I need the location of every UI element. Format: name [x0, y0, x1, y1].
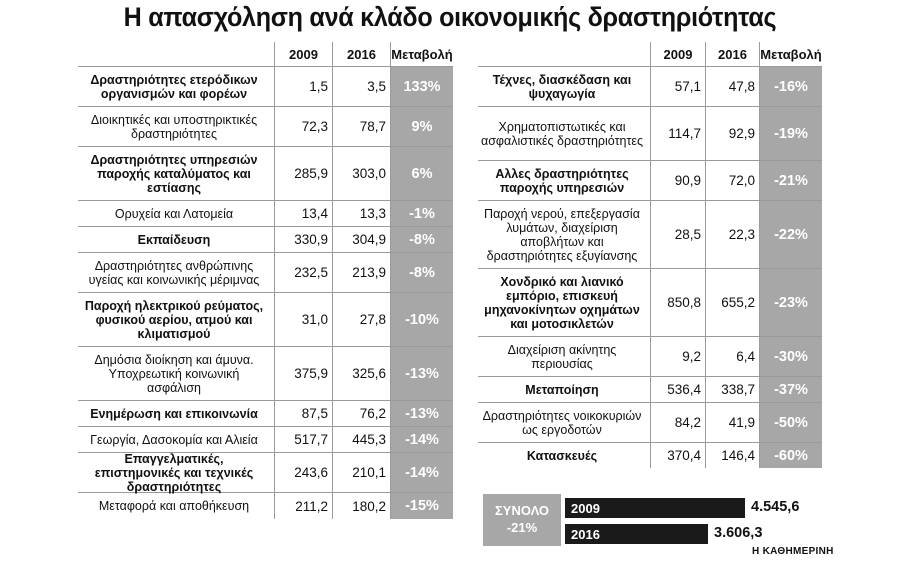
table-row: [478, 402, 822, 442]
row-label: Διοικητικές και υποστηρικτικές δραστηριότητες: [90, 112, 258, 141]
table-row: [78, 66, 453, 106]
value-2009: 285,9: [274, 147, 332, 200]
value-2016: 76,2: [332, 401, 390, 426]
row-label: Αλλες δραστηριότητες παροχής υπηρεσιών: [495, 166, 629, 195]
table-row: [478, 268, 822, 336]
table-row: [78, 200, 453, 226]
row-label: Κατασκευές: [526, 448, 598, 463]
table-row: [78, 226, 453, 252]
row-label: Δραστηριότητες υπηρεσιών παροχής καταλύματος και εστίασης: [90, 152, 258, 195]
table-row: [478, 66, 822, 106]
value-2009: 28,5: [650, 201, 705, 268]
header-2009: 2009: [650, 42, 705, 66]
value-2016: 78,7: [332, 107, 390, 146]
value-2009: 72,3: [274, 107, 332, 146]
value-2016: 27,8: [332, 293, 390, 346]
row-label: Δημόσια διοίκηση και άμυνα. Υποχρεωτική κοινωνική ασφάλιση: [94, 352, 254, 395]
total-bar-2009: [565, 498, 745, 518]
table-row: [478, 160, 822, 200]
row-label: Μεταποίηση: [525, 382, 599, 397]
value-2009: 330,9: [274, 227, 332, 252]
change-value: -21%: [759, 161, 822, 200]
table-row: [78, 106, 453, 146]
value-2009: 243,6: [274, 453, 332, 492]
total-bar-year: 2016: [571, 526, 600, 542]
change-value: -16%: [759, 67, 822, 106]
right-table-header: [478, 42, 822, 66]
row-label: Δραστηριότητες ετερόδικων οργανισμών και φορέων: [90, 72, 258, 101]
value-2016: 655,2: [705, 269, 759, 336]
header-change: Μεταβολή: [759, 42, 822, 66]
change-value: -60%: [759, 443, 822, 468]
value-2009: 517,7: [274, 427, 332, 452]
change-value: -14%: [390, 453, 453, 492]
row-label: Δραστηριότητες ανθρώπινης υγείας και κοινωνικής μέριμνας: [88, 258, 260, 287]
total-bar-year: 2009: [571, 500, 600, 516]
header-change: Μεταβολή: [390, 42, 453, 66]
value-2009: 9,2: [650, 337, 705, 376]
table-row: [478, 376, 822, 402]
value-2016: 180,2: [332, 493, 390, 519]
value-2016: 338,7: [705, 377, 759, 402]
header-2009: 2009: [274, 42, 332, 66]
publisher-credit: Η ΚΑΘΗΜΕΡΙΝΗ: [752, 546, 834, 557]
header-2016: 2016: [332, 42, 390, 66]
total-bar-value: 3.606,3: [714, 525, 763, 541]
total-panel: [483, 494, 813, 548]
value-2016: 47,8: [705, 67, 759, 106]
value-2016: 210,1: [332, 453, 390, 492]
row-label: Γεωργία, Δασοκομία και Αλιεία: [90, 432, 258, 447]
total-box: [483, 494, 561, 546]
row-label: Ενημέρωση και επικοινωνία: [90, 406, 258, 421]
header-2016: 2016: [705, 42, 759, 66]
change-value: -14%: [390, 427, 453, 452]
change-value: -8%: [390, 253, 453, 292]
value-2016: 303,0: [332, 147, 390, 200]
change-value: -22%: [759, 201, 822, 268]
value-2016: 304,9: [332, 227, 390, 252]
value-2009: 211,2: [274, 493, 332, 519]
value-2009: 114,7: [650, 107, 705, 160]
value-2016: 6,4: [705, 337, 759, 376]
table-row: [78, 252, 453, 292]
value-2009: 57,1: [650, 67, 705, 106]
value-2009: 13,4: [274, 201, 332, 226]
right-table: [478, 42, 822, 468]
value-2009: 84,2: [650, 403, 705, 442]
row-label: Παροχή νερού, επεξεργασία λυμάτων, διαχείριση αποβλήτων και δραστηριότητες εξυγίανσης: [484, 206, 640, 263]
change-value: -15%: [390, 493, 453, 519]
table-row: [478, 336, 822, 376]
change-value: -13%: [390, 347, 453, 400]
row-label: Χονδρικό και λιανικό εμπόριο, επισκευή μηχανοκίνητων οχημάτων και μοτοσικλετών: [484, 274, 640, 331]
change-value: -30%: [759, 337, 822, 376]
table-row: [478, 106, 822, 160]
row-label: Μεταφορά και αποθήκευση: [98, 499, 250, 513]
value-2016: 22,3: [705, 201, 759, 268]
table-row: [78, 426, 453, 452]
total-bar-2016: [565, 524, 708, 544]
change-value: -23%: [759, 269, 822, 336]
value-2016: 13,3: [332, 201, 390, 226]
row-label: Διαχείριση ακίνητης περιουσίας: [507, 342, 617, 371]
row-label: Επαγγελματικές, επιστημονικές και τεχνικές δραστηριότητες: [94, 451, 254, 494]
total-change: -21%: [506, 520, 538, 535]
value-2009: 1,5: [274, 67, 332, 106]
row-label: Χρηματοπιστωτικές και ασφαλιστικές δραστηριότητες: [480, 119, 644, 148]
left-table-header: [78, 42, 453, 66]
value-2009: 232,5: [274, 253, 332, 292]
table-row: [478, 200, 822, 268]
right-table-body: [478, 66, 822, 468]
change-value: 6%: [390, 147, 453, 200]
value-2009: 90,9: [650, 161, 705, 200]
value-2016: 213,9: [332, 253, 390, 292]
value-2016: 146,4: [705, 443, 759, 468]
change-value: -10%: [390, 293, 453, 346]
table-row: [78, 452, 453, 492]
total-bar-value: 4.545,6: [751, 499, 800, 515]
value-2016: 445,3: [332, 427, 390, 452]
left-table: [78, 42, 453, 519]
chart-title: Η απασχόληση ανά κλάδο οικονομικής δραστηριότητας: [123, 2, 777, 32]
table-row: [78, 146, 453, 200]
table-row: [78, 492, 453, 519]
change-value: -50%: [759, 403, 822, 442]
change-value: -13%: [390, 401, 453, 426]
change-value: 9%: [390, 107, 453, 146]
row-label: Δραστηριότητες νοικοκυριών ως εργοδοτών: [482, 408, 642, 437]
left-table-body: [78, 66, 453, 519]
value-2016: 3,5: [332, 67, 390, 106]
value-2009: 375,9: [274, 347, 332, 400]
row-label: Τέχνες, διασκέδαση και ψυχαγωγία: [492, 72, 632, 101]
change-value: 133%: [390, 67, 453, 106]
row-label: Παροχή ηλεκτρικού ρεύματος, φυσικού αερίου, ατμού και κλιματισμού: [84, 298, 264, 341]
table-row: [478, 442, 822, 468]
value-2009: 850,8: [650, 269, 705, 336]
value-2009: 87,5: [274, 401, 332, 426]
value-2016: 72,0: [705, 161, 759, 200]
value-2009: 31,0: [274, 293, 332, 346]
value-2009: 536,4: [650, 377, 705, 402]
table-row: [78, 400, 453, 426]
value-2016: 325,6: [332, 347, 390, 400]
row-label: Εκπαίδευση: [137, 232, 211, 247]
change-value: -1%: [390, 201, 453, 226]
change-value: -37%: [759, 377, 822, 402]
change-value: -8%: [390, 227, 453, 252]
value-2009: 370,4: [650, 443, 705, 468]
value-2016: 41,9: [705, 403, 759, 442]
value-2016: 92,9: [705, 107, 759, 160]
table-row: [78, 346, 453, 400]
change-value: -19%: [759, 107, 822, 160]
total-label: ΣΥΝΟΛΟ: [494, 503, 550, 518]
table-row: [78, 292, 453, 346]
row-label: Ορυχεία και Λατομεία: [114, 206, 234, 221]
